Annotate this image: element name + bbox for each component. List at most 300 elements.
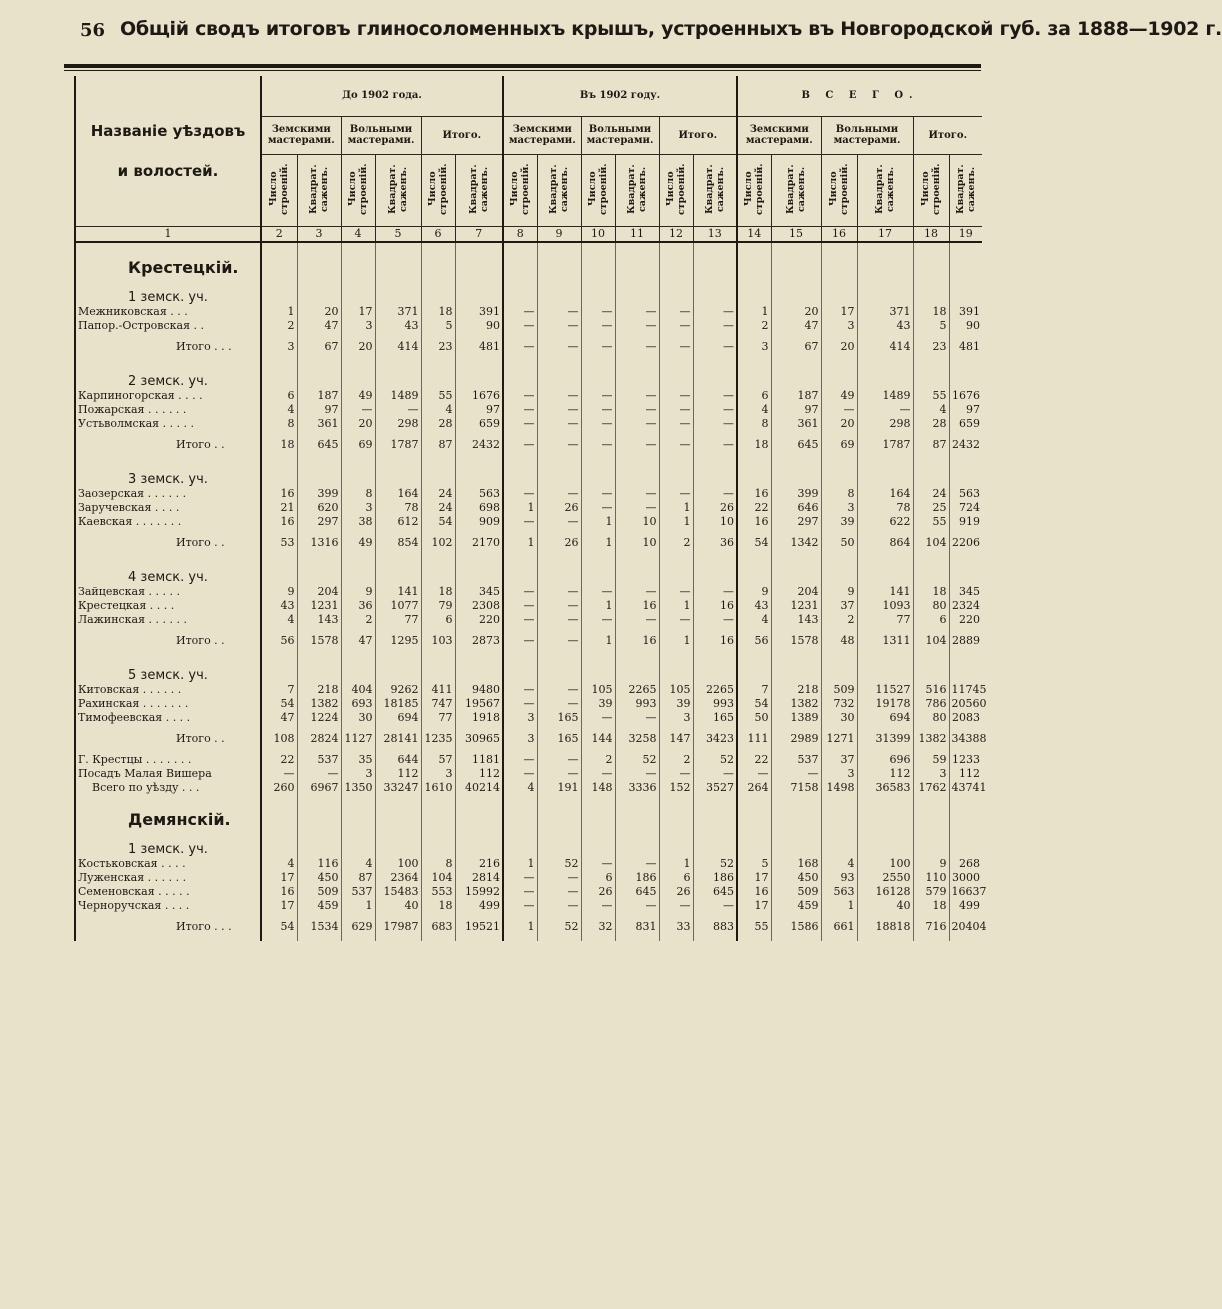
- table-cell: 67: [771, 333, 821, 361]
- table-cell: 39: [581, 697, 615, 711]
- subheader-area: [375, 154, 421, 226]
- table-cell: 4: [261, 857, 297, 871]
- table-cell: 2550: [857, 871, 913, 885]
- table-cell: —: [537, 697, 581, 711]
- table-cell: 21: [261, 501, 297, 515]
- table-cell: —: [615, 319, 659, 333]
- subtotal-row: [75, 913, 982, 941]
- table-cell: [421, 361, 455, 389]
- subheader-count: [341, 154, 375, 226]
- table-cell: 220: [455, 613, 503, 627]
- table-cell: [261, 655, 297, 683]
- table-cell: 191: [537, 781, 581, 795]
- table-cell: 1: [737, 305, 771, 319]
- table-cell: 661: [821, 913, 857, 941]
- table-cell: 22: [737, 753, 771, 767]
- table-cell: 1: [659, 857, 693, 871]
- table-cell: —: [615, 767, 659, 781]
- column-number: 10: [581, 226, 615, 242]
- table-cell: 9: [737, 585, 771, 599]
- table-cell: 1: [503, 529, 537, 557]
- table-cell: [949, 361, 982, 389]
- table-row: [75, 697, 982, 711]
- table-cell: 16: [737, 487, 771, 501]
- table-cell: 2364: [375, 871, 421, 885]
- column-number: 12: [659, 226, 693, 242]
- table-cell: [581, 795, 615, 829]
- table-cell: 883: [693, 913, 737, 941]
- table-cell: —: [581, 857, 615, 871]
- table-cell: 297: [771, 515, 821, 529]
- table-cell: 39: [659, 697, 693, 711]
- table-cell: 141: [857, 585, 913, 599]
- table-cell: —: [503, 613, 537, 627]
- table-cell: 204: [771, 585, 821, 599]
- table-cell: [737, 829, 771, 857]
- table-cell: 18: [421, 585, 455, 599]
- table-cell: [659, 655, 693, 683]
- name-column-header-line1: Названіе уѣздовъ: [90, 121, 246, 140]
- table-cell: [737, 361, 771, 389]
- table-cell: 698: [455, 501, 503, 515]
- table-cell: [375, 655, 421, 683]
- group-header-zemstvo: Земскими мастерами.: [503, 116, 581, 154]
- table-cell: 537: [341, 885, 375, 899]
- table-cell: 1224: [297, 711, 341, 725]
- table-cell: 26: [581, 885, 615, 899]
- table-cell: 1610: [421, 781, 455, 795]
- table-cell: 18818: [857, 913, 913, 941]
- table-cell: 1316: [297, 529, 341, 557]
- table-cell: 2265: [615, 683, 659, 697]
- table-cell: [949, 242, 982, 277]
- table-cell: [771, 361, 821, 389]
- table-cell: 1578: [297, 627, 341, 655]
- table-cell: [375, 242, 421, 277]
- table-cell: —: [615, 403, 659, 417]
- table-cell: [771, 557, 821, 585]
- table-cell: 509: [771, 885, 821, 899]
- table-cell: 5: [421, 319, 455, 333]
- subheader-count-label: Число строеній.: [347, 162, 369, 215]
- table-cell: 399: [771, 487, 821, 501]
- table-cell: 563: [949, 487, 982, 501]
- table-cell: 1534: [297, 913, 341, 941]
- table-cell: —: [581, 613, 615, 627]
- table-cell: 2170: [455, 529, 503, 557]
- table-cell: [375, 795, 421, 829]
- table-cell: —: [503, 319, 537, 333]
- table-cell: 909: [455, 515, 503, 529]
- table-cell: 2265: [693, 683, 737, 697]
- table-cell: 218: [771, 683, 821, 697]
- table-cell: —: [503, 683, 537, 697]
- table-cell: [297, 459, 341, 487]
- table-cell: [297, 829, 341, 857]
- table-cell: 3: [821, 767, 857, 781]
- table-cell: 7: [737, 683, 771, 697]
- table-cell: [913, 795, 949, 829]
- table-cell: 516: [913, 683, 949, 697]
- table-cell: 93: [821, 871, 857, 885]
- table-cell: 22: [737, 501, 771, 515]
- table-cell: 28: [913, 417, 949, 431]
- table-cell: [771, 242, 821, 277]
- table-cell: 110: [913, 871, 949, 885]
- column-number: 15: [771, 226, 821, 242]
- table-cell: 1: [581, 599, 615, 613]
- table-cell: 43: [261, 599, 297, 613]
- table-cell: [581, 655, 615, 683]
- table-cell: 55: [421, 389, 455, 403]
- table-cell: 18: [261, 431, 297, 459]
- table-cell: [771, 795, 821, 829]
- subheader-count-label: Число строеній.: [268, 162, 291, 215]
- table-cell: [659, 829, 693, 857]
- table-cell: —: [693, 333, 737, 361]
- table-cell: [857, 557, 913, 585]
- table-cell: 620: [297, 501, 341, 515]
- table-cell: 646: [771, 501, 821, 515]
- table-cell: 3423: [693, 725, 737, 753]
- table-cell: 40: [857, 899, 913, 913]
- table-cell: —: [693, 305, 737, 319]
- table-cell: 1787: [375, 431, 421, 459]
- table-cell: 399: [297, 487, 341, 501]
- table-cell: 1342: [771, 529, 821, 557]
- table-cell: 6: [421, 613, 455, 627]
- table-cell: —: [503, 333, 537, 361]
- table-cell: [857, 655, 913, 683]
- subheader-count-label: Число строеній.: [427, 162, 449, 215]
- subheader-count: [581, 154, 615, 226]
- table-cell: —: [659, 403, 693, 417]
- table-cell: —: [503, 697, 537, 711]
- table-cell: —: [503, 417, 537, 431]
- subheader-count: [737, 154, 771, 226]
- table-cell: 1093: [857, 599, 913, 613]
- table-cell: 16: [615, 627, 659, 655]
- subheader-area-label: Квадрат. саженъ.: [387, 163, 409, 214]
- table-cell: 87: [341, 871, 375, 885]
- subtotal-row: [75, 431, 982, 459]
- table-cell: 4: [913, 403, 949, 417]
- table-cell: 218: [297, 683, 341, 697]
- table-cell: —: [375, 403, 421, 417]
- table-cell: 2: [659, 753, 693, 767]
- row-name: Демянскій.: [75, 795, 261, 829]
- table-cell: —: [341, 403, 375, 417]
- table-cell: 4: [503, 781, 537, 795]
- subheader-count-label: Число строеній.: [509, 162, 532, 215]
- table-cell: 612: [375, 515, 421, 529]
- district-row: [75, 242, 982, 277]
- subheader-area: [693, 154, 737, 226]
- table-cell: —: [537, 899, 581, 913]
- table-cell: 23: [913, 333, 949, 361]
- table-cell: 143: [297, 613, 341, 627]
- table-cell: 4: [737, 613, 771, 627]
- row-name: Папор.-Островская . .: [75, 319, 261, 333]
- column-number: 1: [75, 226, 261, 242]
- table-cell: 1586: [771, 913, 821, 941]
- table-cell: 17: [341, 305, 375, 319]
- table-cell: 2: [821, 613, 857, 627]
- table-cell: 1311: [857, 627, 913, 655]
- table-cell: [581, 459, 615, 487]
- subheader-area: [297, 154, 341, 226]
- table-cell: 3: [503, 725, 537, 753]
- table-cell: 148: [581, 781, 615, 795]
- table-cell: 8: [821, 487, 857, 501]
- table-cell: 1: [659, 515, 693, 529]
- table-cell: 414: [857, 333, 913, 361]
- table-cell: [913, 557, 949, 585]
- table-cell: [737, 277, 771, 305]
- table-cell: —: [659, 333, 693, 361]
- table-cell: 52: [537, 857, 581, 871]
- subheader-count: [503, 154, 537, 226]
- table-cell: [913, 655, 949, 683]
- table-cell: [615, 557, 659, 585]
- table-cell: —: [659, 585, 693, 599]
- table-cell: 52: [693, 753, 737, 767]
- table-cell: 17: [737, 871, 771, 885]
- name-column-header-line2: и волостей.: [117, 161, 219, 180]
- table-cell: 1762: [913, 781, 949, 795]
- table-cell: 28141: [375, 725, 421, 753]
- table-cell: [615, 829, 659, 857]
- table-cell: —: [857, 403, 913, 417]
- table-cell: 2: [737, 319, 771, 333]
- table-cell: —: [503, 599, 537, 613]
- column-number: 6: [421, 226, 455, 242]
- table-cell: 16: [615, 599, 659, 613]
- table-cell: 15992: [455, 885, 503, 899]
- table-cell: —: [581, 389, 615, 403]
- table-cell: —: [537, 585, 581, 599]
- table-cell: 100: [375, 857, 421, 871]
- table-cell: [341, 242, 375, 277]
- table-cell: [421, 242, 455, 277]
- table-cell: 11527: [857, 683, 913, 697]
- table-cell: [341, 829, 375, 857]
- table-cell: [455, 361, 503, 389]
- period-header-before-1902: До 1902 года.: [261, 76, 503, 116]
- table-cell: 20: [821, 333, 857, 361]
- table-cell: —: [537, 487, 581, 501]
- table-cell: 147: [659, 725, 693, 753]
- table-cell: [297, 795, 341, 829]
- table-cell: [737, 795, 771, 829]
- table-cell: 17: [737, 899, 771, 913]
- table-cell: 1: [659, 501, 693, 515]
- table-cell: —: [537, 683, 581, 697]
- row-name: Тимофеевская . . . .: [75, 711, 261, 725]
- table-cell: 2824: [297, 725, 341, 753]
- table-cell: 17987: [375, 913, 421, 941]
- row-name: 1 земск. уч.: [75, 277, 261, 305]
- row-name: Крестецкая . . . .: [75, 599, 261, 613]
- row-name: Луженская . . . . . .: [75, 871, 261, 885]
- table-cell: 6: [659, 871, 693, 885]
- table-cell: [261, 459, 297, 487]
- table-cell: 716: [913, 913, 949, 941]
- table-cell: 77: [421, 711, 455, 725]
- table-cell: —: [537, 871, 581, 885]
- table-cell: 32: [581, 913, 615, 941]
- group-header-free: Вольными мастерами.: [581, 116, 659, 154]
- table-cell: 16: [693, 599, 737, 613]
- table-cell: 391: [949, 305, 982, 319]
- table-cell: —: [693, 319, 737, 333]
- column-number: 9: [537, 226, 581, 242]
- table-cell: 43: [737, 599, 771, 613]
- table-cell: 40214: [455, 781, 503, 795]
- row-name: Семеновская . . . . .: [75, 885, 261, 899]
- table-row: [75, 599, 982, 613]
- table-cell: —: [659, 613, 693, 627]
- subheader-area: [949, 154, 982, 226]
- table-cell: 9: [261, 585, 297, 599]
- subtotal-row: [75, 333, 982, 361]
- table-cell: 49: [341, 389, 375, 403]
- table-cell: 54: [421, 515, 455, 529]
- table-cell: [913, 361, 949, 389]
- table-cell: 9: [341, 585, 375, 599]
- table-cell: [771, 459, 821, 487]
- table-cell: 50: [737, 711, 771, 725]
- table-cell: [341, 361, 375, 389]
- table-cell: 537: [297, 753, 341, 767]
- subheader-area-label: Квадрат. саженъ.: [703, 163, 726, 214]
- table-cell: 79: [421, 599, 455, 613]
- table-cell: 111: [737, 725, 771, 753]
- table-cell: 11745: [949, 683, 982, 697]
- table-cell: 1: [341, 899, 375, 913]
- table-cell: —: [503, 487, 537, 501]
- table-cell: [581, 829, 615, 857]
- table-cell: 298: [857, 417, 913, 431]
- table-cell: —: [581, 333, 615, 361]
- table-cell: 18: [421, 305, 455, 319]
- table-cell: 361: [297, 417, 341, 431]
- table-cell: 537: [771, 753, 821, 767]
- table-cell: [503, 795, 537, 829]
- row-name: Пожарская . . . . . .: [75, 403, 261, 417]
- table-cell: 3: [503, 711, 537, 725]
- subheader-area-label: Квадрат. саженъ.: [874, 163, 897, 214]
- table-cell: —: [659, 767, 693, 781]
- table-cell: 87: [913, 431, 949, 459]
- table-cell: 20: [821, 417, 857, 431]
- table-cell: 9480: [455, 683, 503, 697]
- subheader-area: [455, 154, 503, 226]
- table-cell: 1350: [341, 781, 375, 795]
- table-row: [75, 389, 982, 403]
- table-cell: 17: [261, 871, 297, 885]
- table-cell: 18185: [375, 697, 421, 711]
- table-cell: [857, 829, 913, 857]
- table-cell: —: [503, 515, 537, 529]
- table-cell: 59: [913, 753, 949, 767]
- table-cell: 391: [455, 305, 503, 319]
- table-cell: 30965: [455, 725, 503, 753]
- table-cell: 26: [537, 501, 581, 515]
- table-cell: 20404: [949, 913, 982, 941]
- table-cell: 864: [857, 529, 913, 557]
- table-cell: —: [581, 431, 615, 459]
- table-cell: [537, 795, 581, 829]
- table-cell: [261, 277, 297, 305]
- table-cell: [693, 795, 737, 829]
- table-cell: 112: [857, 767, 913, 781]
- table-cell: 2: [261, 319, 297, 333]
- table-cell: [857, 459, 913, 487]
- table-cell: [737, 655, 771, 683]
- table-cell: [821, 829, 857, 857]
- table-cell: [949, 795, 982, 829]
- table-cell: 10: [693, 515, 737, 529]
- table-cell: 33: [659, 913, 693, 941]
- row-name: 1 земск. уч.: [75, 829, 261, 857]
- table-cell: [659, 242, 693, 277]
- table-cell: 78: [375, 501, 421, 515]
- table-cell: [857, 277, 913, 305]
- table-cell: [821, 361, 857, 389]
- table-cell: [297, 361, 341, 389]
- subheader-count-label: Число строеній.: [828, 162, 851, 215]
- page-title: Общій сводъ итоговъ глиносоломенныхъ крышъ, устроенныхъ въ Новгородской губ. за 1888—1902 г.: [120, 18, 1222, 40]
- table-cell: 683: [421, 913, 455, 941]
- table-cell: [659, 557, 693, 585]
- table-cell: 3: [737, 333, 771, 361]
- table-cell: —: [693, 487, 737, 501]
- table-cell: —: [297, 767, 341, 781]
- table-cell: [581, 557, 615, 585]
- table-cell: 16: [737, 515, 771, 529]
- table-cell: 18: [913, 305, 949, 319]
- table-cell: [537, 459, 581, 487]
- table-row: [75, 857, 982, 871]
- table-cell: 9: [913, 857, 949, 871]
- column-number: 14: [737, 226, 771, 242]
- table-row: [75, 305, 982, 319]
- table-cell: [615, 361, 659, 389]
- table-cell: 164: [857, 487, 913, 501]
- table-cell: 1: [659, 627, 693, 655]
- table-cell: 1271: [821, 725, 857, 753]
- table-cell: 4: [341, 857, 375, 871]
- table-cell: 43: [857, 319, 913, 333]
- table-cell: 3: [341, 319, 375, 333]
- table-row: [75, 767, 982, 781]
- table-cell: 55: [913, 515, 949, 529]
- subheader-count: [421, 154, 455, 226]
- table-cell: 152: [659, 781, 693, 795]
- table-row: [75, 585, 982, 599]
- table-cell: —: [537, 389, 581, 403]
- table-cell: 16: [737, 885, 771, 899]
- subheader-area-label: Квадрат. саженъ.: [785, 163, 808, 214]
- table-cell: —: [503, 431, 537, 459]
- table-cell: [341, 557, 375, 585]
- table-cell: 786: [913, 697, 949, 711]
- table-cell: 55: [737, 913, 771, 941]
- table-cell: [375, 459, 421, 487]
- table-cell: 694: [375, 711, 421, 725]
- table-cell: —: [659, 899, 693, 913]
